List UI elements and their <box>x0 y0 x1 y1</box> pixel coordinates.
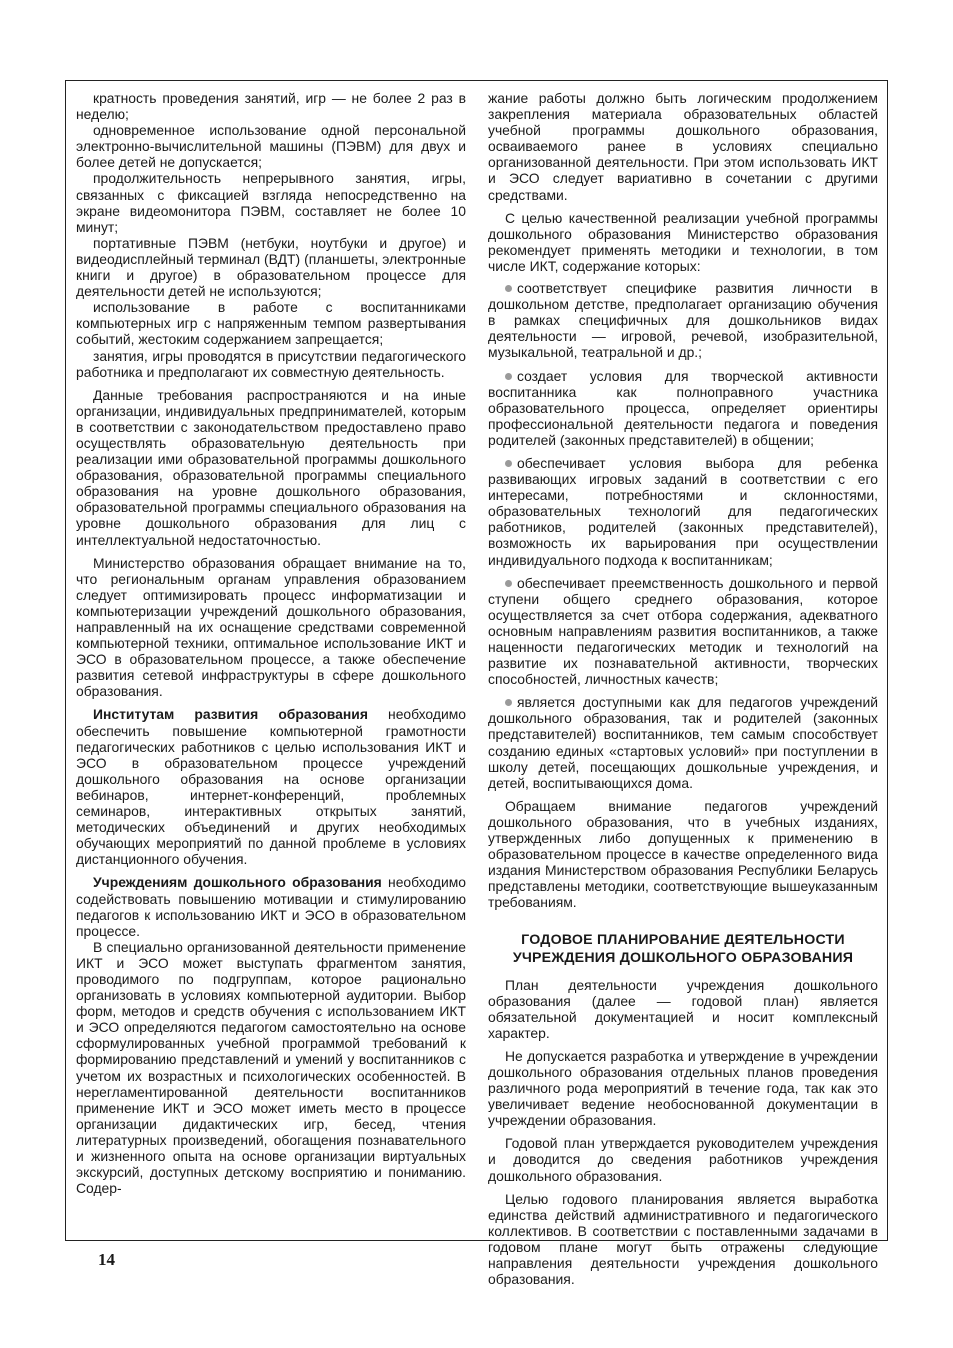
paragraph-plan-approval: Годовой план утверждается руководителем учреждения и доводится до сведения работников учреждения дошкольного образования. <box>488 1135 878 1184</box>
right-column <box>488 90 878 1287</box>
bullet-icon <box>505 580 512 587</box>
requirement-item: продолжительность непрерывного занятия, игры, связанных с фиксацией взгляда непосредственно на экране видеомонитора ПЭВМ, составляет не более 10 минут; <box>76 170 466 235</box>
bullet-icon <box>505 373 512 380</box>
paragraph-plan-definition: План деятельности учреждения дошкольного образования (далее — годовой план) является обязательной документацией и носит комплексный характер. <box>488 976 878 1041</box>
paragraph-ministry-attention: Министерство образования обращает внимание на то, что региональным органам управления образованием следует оптимизировать процесс информатизации и компьютеризации учреждений дошкольного образования, направленный на их оснащение средствами современной компьютерной техники, оптимальное использование ИКТ и ЭСО в образовательном процессе, а также обеспечение развития сетевой инфраструктуры в сфере дошкольного образования. <box>76 554 466 700</box>
bullet-item: является доступными как для педагогов учреждений дошкольного образования, так и родителей (законных представителей) воспитанников, тем самым способствует созданию единых «стартовых условий» при поступлении в школу детей, посещающих дошкольные учреждения, и детей, воспитывающихся дома. <box>488 694 878 791</box>
paragraph-institutions <box>76 874 466 938</box>
bullet-icon <box>505 460 512 467</box>
paragraph-plan-restriction: Не допускается разработка и утверждение в учреждении дошкольного образования отдельных планов проведения различного рода мероприятий в течение года, так как это увеличивает ведение необоснованной документации в учреждении образования. <box>488 1047 878 1129</box>
requirement-item: кратность проведения занятий, игр — не более 2 раз в неделю; <box>76 90 466 123</box>
paragraph-plan-goal: Целью годового планирования является выработка единства действий административного и педагогического коллективов. В соответствии с поставленными задачами в годовом плане могут быть отражены следующие направления деятельности учреждения дошкольного образования. <box>488 1190 878 1288</box>
paragraph-requirements-scope: Данные требования распространяются и на иные организации, индивидуальных предпринимателей, которым в соответствии с законодательством предоставлено право осуществлять образовательную деятельность при реализации ими образовательной программы дошкольного образования, образовательной программы специального образования на уровне дошкольного образования, образовательной программы специального образования на уровне дошкольного образования для лиц с интеллектуальной недостаточностью. <box>76 386 466 548</box>
requirement-item: одновременное использование одной персональной электронно-вычислительной машины (ПЭВМ) для двух и более детей не допускается; <box>76 122 466 171</box>
paragraph-continuation: жание работы должно быть логическим продолжением закрепления материала образовательных областей учебной программы дошкольного образования, осваиваемого ранее в условиях специально организованной деятельности. При этом использовать ИКТ и ЭСО следует вариативно в сочетании с другими средствами. <box>488 90 878 203</box>
paragraph-recommendation: С целью качественной реализации учебной программы дошкольного образования Министерство образования рекомендует применять методики и технологии, в том числе ИКТ, содержание которых: <box>488 209 878 274</box>
requirement-item: занятия, игры проводятся в присутствии педагогического работника и предполагают их совместную деятельность. <box>76 347 466 380</box>
bullet-icon <box>505 699 512 706</box>
institutes-lead: Институтам развития образования <box>93 706 368 723</box>
requirement-item: использование в работе с воспитанниками компьютерных игр с напряженным темпом развертывания событий, жестоким содержанием запрещается; <box>76 299 466 348</box>
institutes-text: необходимо обеспечить повышение компьютерной грамотности педагогических работников с целью использования ИКТ и ЭСО в образовательном процессе учреждений дошкольного образования на основе организации вебинаров, интернет-конференций, проблемных семинаров, интерактивных открытых занятий, методических объединений и других необходимых обучающих мероприятий по данной проблеме в условиях дистанционного обучения. <box>76 706 466 868</box>
page-number: 14 <box>98 1250 115 1269</box>
institutions-lead: Учреждениям дошкольного образования <box>93 874 382 891</box>
institutions-text: необходимо содействовать повышению мотивации и стимулированию педагогов к использованию ИКТ и ЭСО в образовательном процессе. <box>76 874 466 939</box>
section-heading: ГОДОВОЕ ПЛАНИРОВАНИЕ ДЕЯТЕЛЬНОСТИ УЧРЕЖДЕНИЯ ДОШКОЛЬНОГО ОБРАЗОВАНИЯ <box>512 931 854 966</box>
left-column <box>76 90 466 1196</box>
requirement-item: портативные ПЭВМ (нетбуки, ноутбуки и другое) и видеодисплейный терминал (ВДТ) (планшеты, электронные книги и другое) в образовательном процессе для деятельности детей не используются; <box>76 234 466 300</box>
bullet-icon <box>505 285 512 292</box>
bullet-item: создает условия для творческой активности воспитанника как полноправного участника образовательного процесса, определяет ориентиры профессиональной деятельности педагога и поведения родителей (законных представителей) в общении; <box>488 367 878 448</box>
paragraph-institutes <box>76 706 466 867</box>
bullet-item: обеспечивает преемственность дошкольного и первой ступени общего среднего образования, которое осуществляется за счет отбора содержания, адекватного основным направлениям развития воспитанников, а также наценности педагогических методик и технологий на развитие их познавательной активности, творческих способностей, личностных качеств; <box>488 574 878 688</box>
bullet-item: обеспечивает условия выбора для ребенка развивающих игровых заданий в соответствии с его интересами, потребностями и склонностями, образовательных технологий для педагогических работников, родителей (законных представителей), возможность их варьирования при осуществлении индивидуального подхода к воспитанникам; <box>488 454 878 568</box>
paragraph-special-activity: В специально организованной деятельности применение ИКТ и ЭСО может выступать фрагментом занятия, проводимого по подгруппам, которое рационально организовать в условиях компьютерной аудитории. Выбор форм, методов и средств обучения с использованием ИКТ и ЭСО определяются педагогом самостоятельно на основе сформулированных учебной программой требований к формированию представлений и умений у воспитанников с учетом их возрастных и психологических особенностей. В нерегламентированной деятельности воспитанников применение ИКТ и ЭСО может иметь место в процессе организации дидактических игр, бесед, чтения литературных произведений, обогащения познавательного и жизненного опыта на основе организации виртуальных экскурсий, доступных детскому восприятию и пониманию. Содер- <box>76 938 466 1197</box>
paragraph-attention: Обращаем внимание педагогов учреждений дошкольного образования, что в учебных изданиях, утвержденных либо допущенных к применению в образовательном процессе в качестве определенного вида издания Министерством образования Республики Беларусь представлены методики, соответствующие вышеуказанным требованиям. <box>488 797 878 911</box>
bullet-item: соответствует специфике развития личности в дошкольном детстве, предполагает организацию обучения в рамках специфичных для дошкольников видах деятельности — игровой, речевой, изобразительной, музыкальной, театральной и др.; <box>488 280 878 361</box>
